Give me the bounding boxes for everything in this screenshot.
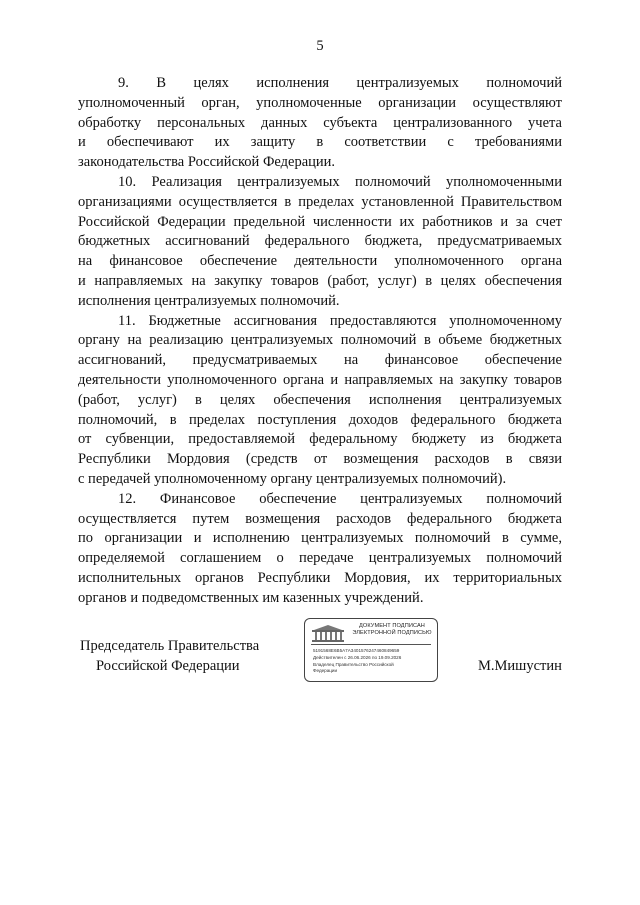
paragraph-line: по организации и исполнению централизуемых полномочий в сумме, (78, 530, 562, 547)
stamp-divider (311, 644, 431, 645)
stamp-serial: 5191568E6B5A7A3401576247460849659 (313, 648, 400, 653)
signer-title-line2: Российской Федерации (96, 658, 240, 674)
stamp-owner-line1: Владелец Правительство Российской (313, 662, 394, 667)
page-number: 5 (316, 38, 324, 54)
paragraph-line: законодательства Российской Федерации. (78, 154, 336, 171)
paragraph-line: 9. В целях исполнения централизуемых полномочий (118, 75, 562, 91)
stamp-heading (349, 623, 435, 637)
paragraph-line: 12. Финансовое обеспечение централизуемых полномочий (118, 490, 562, 507)
paragraph-line: уполномоченный орган, уполномоченные организации осуществляют (78, 94, 562, 111)
paragraph-line: 10. Реализация централизуемых полномочий уполномоченными (118, 174, 562, 190)
stamp-heading-line1: ДОКУМЕНТ ПОДПИСАН (359, 623, 425, 629)
paragraph-line: ассигнований, предусматриваемых на финансовое обеспечение (78, 352, 562, 369)
paragraph-line: с передачей уполномоченному органу централизуемых полномочий). (78, 471, 507, 487)
stamp-heading-line2: ЭЛЕКТРОННОЙ ПОДПИСЬЮ (352, 630, 432, 636)
paragraph-line: от субвенции, предоставляемой федеральному бюджету из бюджета (78, 431, 562, 448)
paragraph-line: деятельности уполномоченного органа и направляемых на закупку товаров (78, 372, 562, 388)
paragraph-line: Российской Федерации предельной численности их работников и за счет (78, 213, 562, 230)
paragraph-line: органов и подведомственных им казенных учреждений. (78, 589, 424, 606)
paragraph-line: исполнения централизуемых полномочий. (78, 292, 340, 309)
paragraph-line: организациями осуществляется в пределах установленной Правительством (78, 193, 562, 210)
paragraph-line: и обеспечивают их защиту в соответствии с требованиями (78, 134, 562, 151)
signer-name: М.Мишустин (478, 658, 562, 674)
paragraph-line: органу на реализацию централизуемых полномочий в объеме бюджетных (78, 332, 562, 349)
paragraph-line: осуществляется путем возмещения расходов федерального бюджета (78, 510, 562, 527)
paragraph-line: и направляемых на закупку товаров (работ, услуг) в целях обеспечения (78, 273, 562, 289)
paragraph-line: Республики Мордовия (средств от возмещения расходов в связи (78, 451, 562, 468)
paragraph-line: обработку персональных данных субъекта централизованного учета (78, 114, 562, 131)
signer-title-line1: Председатель Правительства (80, 638, 260, 654)
paragraph-line: исполнительных органов Республики Мордовия, их территориальных (78, 570, 562, 586)
paragraph-line: полномочий, в пределах поступления доходов федерального бюджета (78, 411, 562, 428)
stamp-owner-line2: Федерации (313, 668, 338, 673)
stamp-validity: Действителен с 26.06.2026 по 19.09.2026 (313, 655, 402, 660)
building-emblem-icon (311, 624, 345, 642)
electronic-signature-stamp (304, 618, 438, 682)
paragraph-line: бюджетных ассигнований федерального бюджета, предусматриваемых (78, 233, 562, 250)
paragraph-line: 11. Бюджетные ассигнования предоставляются уполномоченному (118, 312, 562, 329)
paragraph-line: на финансовое обеспечение деятельности уполномоченного органа (78, 253, 562, 270)
paragraph-line: (работ, услуг) в целях обеспечения исполнения централизуемых (78, 391, 562, 408)
paragraph-line: определяемой соглашением о передаче централизуемых полномочий (78, 550, 562, 567)
